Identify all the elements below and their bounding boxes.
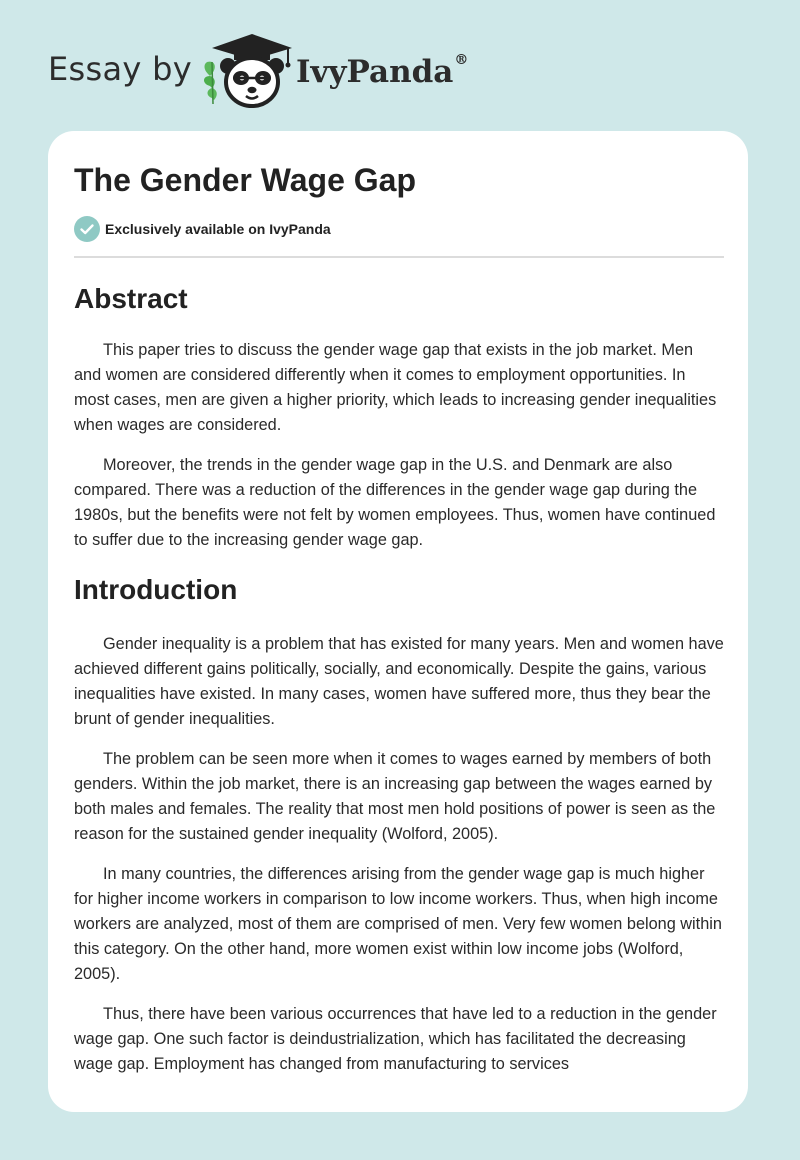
title-divider (74, 256, 724, 258)
check-circle-icon (74, 216, 100, 242)
site-header (48, 30, 508, 110)
panda-graduate-logo-icon[interactable] (200, 30, 300, 110)
abstract-body (74, 338, 724, 553)
exclusive-badge (74, 216, 724, 242)
ivy-leaf-icon (204, 62, 217, 104)
exclusive-badge-label: Exclusively available on IvyPanda (105, 221, 331, 238)
panda-face-icon (220, 58, 284, 106)
essay-by-label: Essay by (48, 50, 192, 88)
essay-content (74, 161, 724, 1092)
registered-mark: ® (454, 52, 469, 68)
paragraph: This paper tries to discuss the gender wage gap that exists in the job market. Men and women are considered differently when it comes to employment opportunities. In most cases, men are given a higher priority, which leads to increasing gender inequalities when wages are considered. (74, 341, 717, 435)
paragraph: Moreover, the trends in the gender wage gap in the U.S. and Denmark are also compared. There was a reduction of the differences in the gender wage gap during the 1980s, but the benefits were not felt by women employees. Thus, women have continued to suffer due to the increasing gender wage gap. (74, 456, 716, 550)
section-heading-introduction: Introduction (74, 574, 238, 606)
paragraph: Gender inequality is a problem that has existed for many years. Men and women have achieved different gains politically, socially, and economically. Despite the gains, various inequalities have existed. In many cases, women have suffered more, thus they bear the brunt of gender inequalities. (74, 635, 724, 729)
page-title: The Gender Wage Gap (74, 162, 416, 198)
paragraph: The problem can be seen more when it comes to wages earned by members of both genders. Within the job market, there is an increasing gap between the wages earned by both males and females. The reality that most men hold positions of power is seen as the reason for the sustained gender inequality (Wolford, 2005). (74, 750, 716, 844)
paragraph: Thus, there have been various occurrences that have led to a reduction in the gender wage gap. One such factor is deindustrialization, which has facilitated the decreasing wage gap. Employment has changed from manufacturing to services (74, 1005, 717, 1074)
paragraph: In many countries, the differences arising from the gender wage gap is much higher for higher income workers in comparison to low income workers. Thus, when high income workers are analyzed, most of them are comprised of men. Very few women belong within this category. On the other hand, more women exist within low income jobs (Wolford, 2005). (74, 865, 722, 984)
introduction-body (74, 632, 724, 1077)
essay-card (48, 131, 748, 1112)
section-heading-abstract: Abstract (74, 283, 188, 315)
brand-name[interactable]: IvyPanda® (296, 52, 469, 90)
